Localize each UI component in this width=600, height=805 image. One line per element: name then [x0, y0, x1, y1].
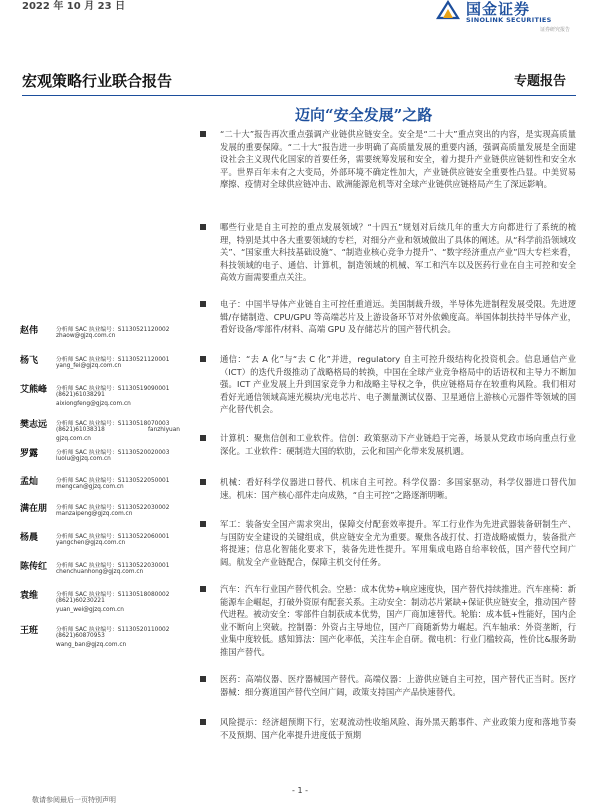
- page-number: - 1 -: [292, 786, 308, 795]
- analyst-sac-number: 分析师 SAC 执业编号：S1130521120001: [56, 357, 170, 363]
- bullet-item: [200, 518, 576, 568]
- analyst-email[interactable]: wang_ban@gjzq.com.cn: [56, 642, 127, 648]
- analyst-email-user[interactable]: fanzhiyuan: [148, 427, 180, 433]
- analyst-phone: (8621)61038318: [56, 427, 105, 433]
- analyst-sac-number: 分析师 SAC 执业编号：S1130521120002: [56, 327, 170, 333]
- analyst-name: 杨飞: [20, 356, 39, 366]
- analyst-name: 陈传红: [20, 562, 48, 572]
- bullet-square-icon: [200, 479, 206, 485]
- analyst-email[interactable]: manzaipeng@gjzq.com.cn: [56, 511, 133, 517]
- report-date: 2022 年 10 月 23 日: [22, 1, 126, 12]
- analyst-email[interactable]: aixiongfeng@gjzq.com.cn: [56, 401, 131, 407]
- bullet-item: [200, 298, 576, 336]
- analyst-sac-number: 分析师 SAC 执业编号：S1130522060001: [56, 534, 170, 540]
- analyst-phone: (8621)60870953: [56, 633, 105, 639]
- bullet-text: 风险提示：经济超预期下行，宏观流动性收缩风险、海外黑天鹅事件、产业政策力度和落地节奏不及预期、国产化率提升进度低于预期: [220, 717, 576, 740]
- analyst-email[interactable]: mengcan@gjzq.com.cn: [56, 484, 124, 490]
- bullet-item: [200, 128, 576, 191]
- bullet-text: 军工：装备安全国产需求突出，保障交付配套效率提升。军工行业作为先进武器装备研制生产、与国防安全建设的关键组成，供应链安全尤为重要。聚焦各战打仗、打造战略威慑力，装备批产将提速；信息化智能化要求下，装备先进性提升。军用集成电路自给率较低，国产替代空间广阔。航发全产业链配合，保障主机交付任务。: [220, 519, 576, 567]
- analyst-sac-number: 分析师 SAC 执业编号：S1130522030002: [56, 505, 170, 511]
- bullet-text: 机械：看好科学仪器进口替代、机床自主可控。科学仪器：多国家驱动，科学仪器进口替代加速。机床：国产核心部件走向成熟，“自主可控”之路逐渐明晰。: [220, 477, 576, 500]
- analyst-phone: (8621)60230221: [56, 598, 105, 604]
- analyst-email[interactable]: zhaow@gjzq.com.cn: [56, 333, 116, 339]
- bullet-square-icon: [200, 435, 206, 441]
- report-type: 专题报告: [513, 74, 566, 89]
- sinolink-logo-icon: [436, 0, 460, 20]
- footer-disclaimer: 敬请参阅最后一页特别声明: [32, 796, 116, 804]
- bullet-text: 哪些行业是自主可控的重点发展领域？“十四五”规划对后续几年的重大方向都进行了系统的梳理，特别是其中各大重要领域的专栏，对细分产业和领域做出了具体的阐述。从“科学前沿领域攻关”、“国家重大科技基础设施”、“制造业核心竞争力提升”、“数字经济重点产业”四大专栏来看，科技领域的电子、通信、计算机，制造领域的机械、军工和汽车以及医药行业在自主可控和安全高效方面需要重点关注。: [220, 222, 576, 282]
- analyst-sac-number: 分析师 SAC 执业编号：S1130518080002: [56, 592, 170, 598]
- analyst-name: 樊志远: [20, 420, 48, 430]
- analyst-email[interactable]: luolu@gjzq.com.cn: [56, 456, 111, 462]
- analyst-name: 满在朋: [20, 504, 48, 514]
- analyst-sac-number: 分析师 SAC 执业编号：S1130518070003: [56, 421, 170, 427]
- bullet-item: [200, 353, 576, 416]
- analyst-sac-number: 分析师 SAC 执业编号：S1130520020003: [56, 450, 170, 456]
- analyst-name: 罗露: [20, 449, 39, 459]
- analyst-email[interactable]: gjzq.com.cn: [56, 436, 91, 442]
- analyst-sac-number: 分析师 SAC 执业编号：S1130520110002: [56, 627, 170, 633]
- analyst-sac-number: 分析师 SAC 执业编号：S1130519090001: [56, 386, 170, 392]
- analyst-sac-number: 分析师 SAC 执业编号：S1130522030001: [56, 563, 170, 569]
- bullet-square-icon: [200, 719, 206, 725]
- bullet-text: 汽车：汽车行业国产替代机会。空悬：成本优势+响应速度快，国产替代持续推进。汽车座椅：新能源车企崛起，打破外资原有配套关系。主动安全：制动芯片紧缺+保证供应链安全，推动国产替代进程。被动安全：零部件自制获成本优势，国产厂商加速替代。轮胎：成本低+性能好，国内企业不断向上突破。控制器：外资占主导地位，国产厂商随新势力崛起。汽车轴承：外资垄断，行业集中度较低。感知算法：国产化率低，关注车企自研。微电机：行业门槛较高，性价比&服务助推国产替代。: [220, 584, 576, 657]
- bullet-text: 电子：中国半导体产业链自主可控任重道远。美国制裁升级，半导体先进制程发展受限。先进逻辑/存储制造、CPU/GPU 等高端芯片及上游设备环节对外依赖度高。举国体制扶持半导体产业，看好设备/零部件/材料、高端 GPU 及存储芯片的国产替代机会。: [220, 299, 576, 334]
- bullet-square-icon: [200, 301, 206, 307]
- analyst-name: 袁维: [20, 591, 39, 601]
- bullet-text: “二十大”报告再次重点强调产业链供应链安全。安全是“二十大”重点突出的内容，是实现高质量发展的重要保障。“二十大”报告进一步明确了高质量发展的重要内涵，强调高质量发展是全面建设社会主义现代化国家的首要任务，需要统筹发展和安全，着力提升产业链供应链韧性和安全水平。世界百年未有之大变局，外部环境不确定性加大，产业链供应链安全重要性凸显。中美贸易摩擦、疫情对全球供应链冲击、欧洲能源危机等对全球产业链供应链格局产生了深远影响。: [220, 129, 576, 189]
- analyst-name: 杨晨: [20, 533, 39, 543]
- analyst-name: 艾熊峰: [20, 385, 48, 395]
- page-title: 迈向“安全发展”之路: [295, 106, 433, 124]
- sinolink-logo: [436, 0, 586, 44]
- analyst-phone: (8621)61038291: [56, 392, 105, 398]
- analyst-email[interactable]: yangchen@gjzq.com.cn: [56, 540, 126, 546]
- analyst-sac-number: 分析师 SAC 执业编号：S1130522050001: [56, 478, 170, 484]
- bullet-square-icon: [200, 521, 206, 527]
- bullet-item: [200, 476, 576, 501]
- bullet-square-icon: [200, 676, 206, 682]
- bullet-item: [200, 716, 576, 741]
- bullet-text: 医药：高端仪器、医疗器械国产替代。高端仪器：上游供应链自主可控，国产替代正当时。医疗器械：细分赛道国产替代空间广阔，政策支持国产产品快速替代。: [220, 674, 576, 697]
- analyst-email[interactable]: yang_fei@gjzq.com.cn: [56, 363, 122, 369]
- bullet-square-icon: [200, 224, 206, 230]
- report-series-title: 宏观策略行业联合报告: [22, 72, 173, 90]
- bullet-square-icon: [200, 586, 206, 592]
- header-divider: [22, 95, 576, 96]
- logo-chinese-name: 国金证券: [466, 0, 531, 18]
- analyst-name: 赵伟: [20, 326, 39, 336]
- analyst-email[interactable]: yuan_wei@gjzq.com.cn: [56, 607, 124, 613]
- bullet-square-icon: [200, 131, 206, 137]
- analyst-name: 王班: [20, 626, 39, 636]
- bullet-item: [200, 432, 576, 457]
- bullet-square-icon: [200, 356, 206, 362]
- bullet-item: [200, 583, 576, 658]
- analyst-email[interactable]: chenchuanhong@gjzq.com.cn: [56, 569, 144, 575]
- bullet-text: 计算机：聚焦信创和工业软件。信创：政策驱动下产业链趋于完善，场景从党政市场向重点行业深化。工业软件：硬制造大国的软肋，云化和国产化带来发展机遇。: [220, 433, 576, 456]
- analyst-name: 孟灿: [20, 477, 39, 487]
- logo-english-name: SINOLINK SECURITIES: [466, 16, 552, 24]
- logo-subtitle: 证券研究报告: [540, 27, 571, 33]
- bullet-item: [200, 221, 576, 284]
- bullet-item: [200, 673, 576, 698]
- bullet-text: 通信：“去 A 化”与“去 C 化”并进，regulatory 自主可控升级结构化投资机会。信息通信产业（ICT）的迭代升级推动了战略格局的转换，中国在全球产业竞争格局中的话语权和主导力不断加强。ICT 产业发展上升到国家竞争力和战略主导权之争，供应链格局存在较重构风险。我们相对看好光通信领域高速光模块/光电芯片、电子测量测试仪器、卫星通信上游核心元器件等领域的国产化替代机会。: [220, 354, 576, 414]
